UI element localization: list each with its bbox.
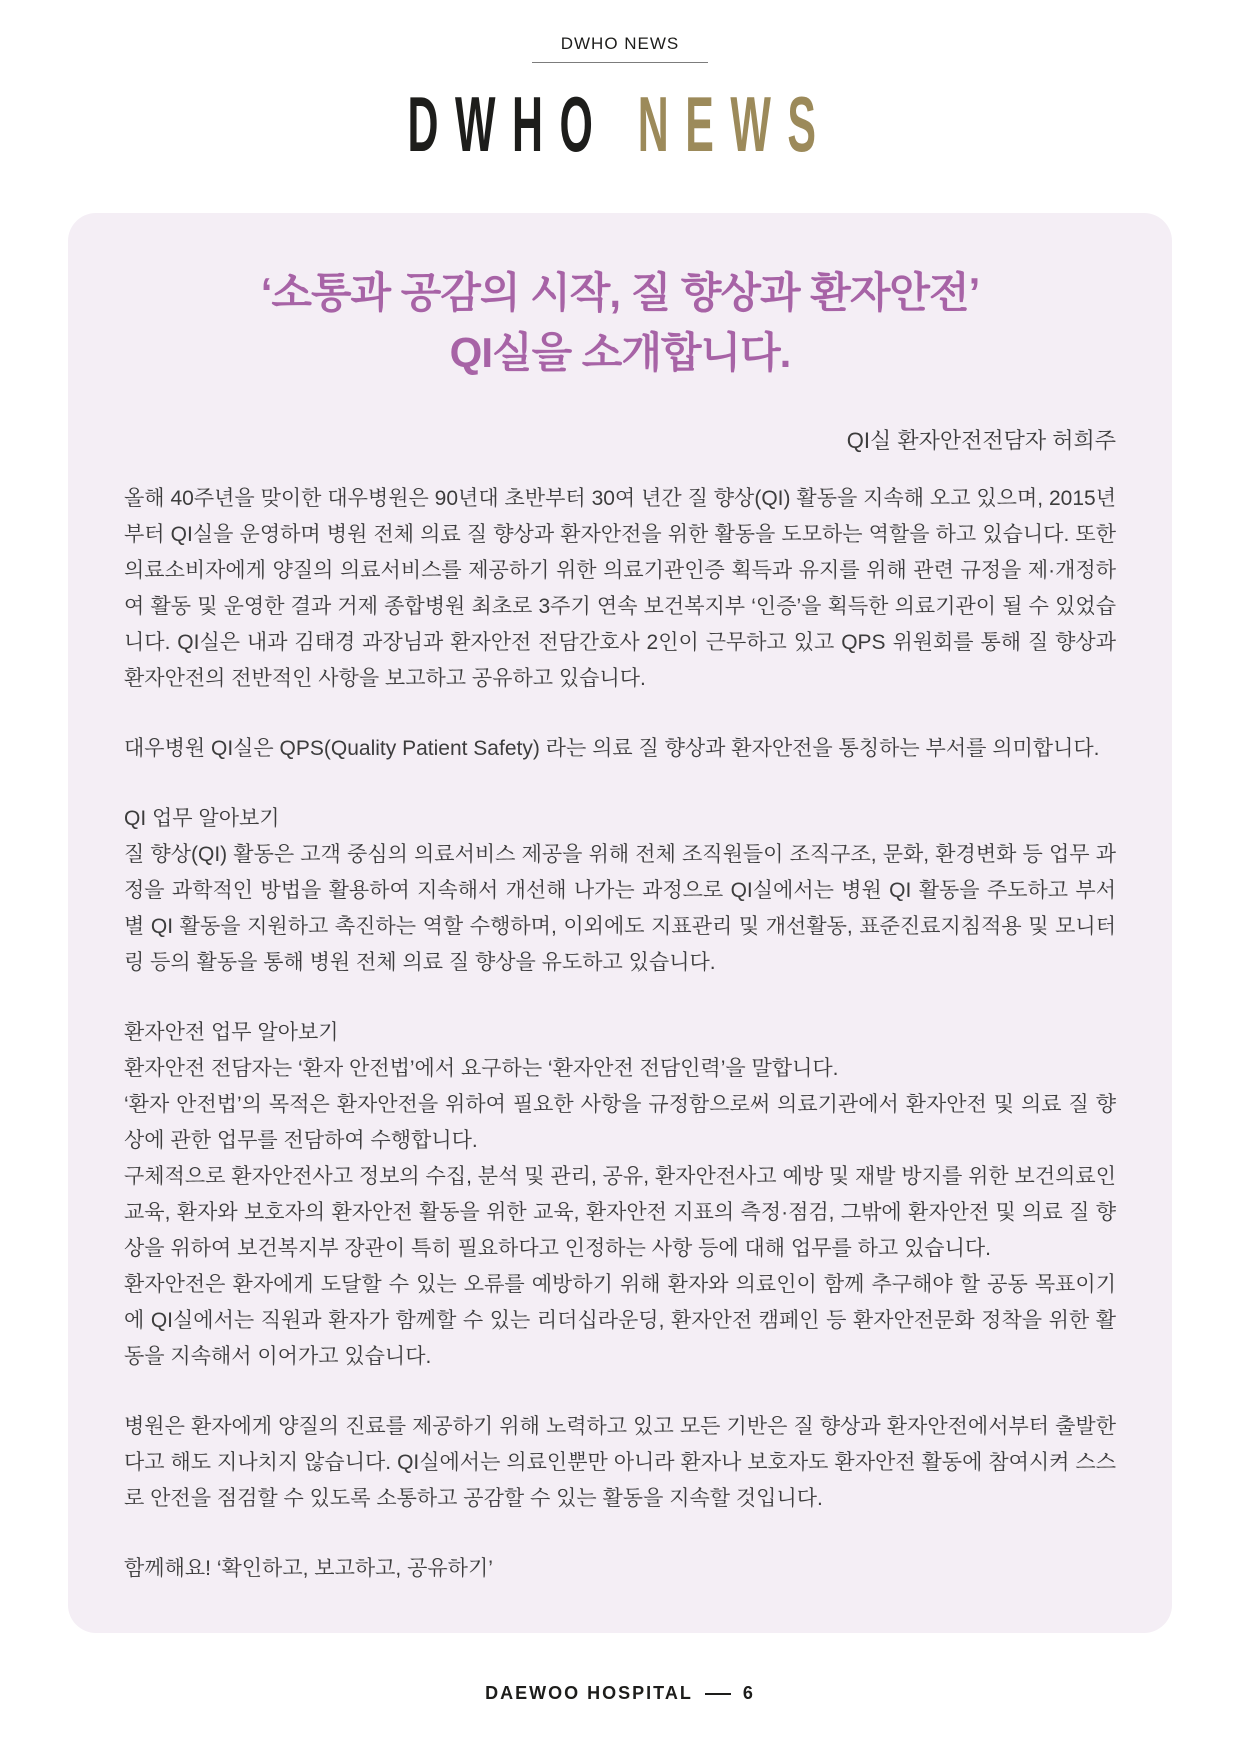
safety-line: 환자안전은 환자에게 도달할 수 있는 오류를 예방하기 위해 환자와 의료인이 함께 추구해야 할 공동 목표이기에 QI실에서는 직원과 환자가 함께할 수 있는 리더십라운딩, 환자안전 캠페인 등 환자안전문화 정착을 위한 활동을 지속해서 이어가고 있습니다.: [124, 1273, 1116, 1369]
safety-line: 환자안전 전담자는 ‘환자 안전법’에서 요구하는 ‘환자안전 전담인력’을 말합니다.: [124, 1057, 839, 1081]
article-title: [124, 263, 1116, 382]
safety-section-heading: 환자안전 업무 알아보기: [124, 1021, 339, 1045]
logo: [279, 80, 961, 168]
article-card: [68, 213, 1172, 1633]
safety-line: 구체적으로 환자안전사고 정보의 수집, 분석 및 관리, 공유, 환자안전사고 예방 및 재발 방지를 위한 보건의료인 교육, 환자와 보호자의 환자안전 활동을 위한 교육, 환자안전 지표의 측정·점검, 그밖에 환자안전 및 의료 질 향상을 위하여 보건복지부 장관이 특히 필요하다고 인정하는 사항 등에 대해 업무를 하고 있습니다.: [124, 1165, 1116, 1261]
article-byline: QI실 환자안전전담자 허희주: [846, 428, 1116, 454]
intro-paragraph: 올해 40주년을 맞이한 대우병원은 90년대 초반부터 30여 년간 질 향상(QI) 활동을 지속해 오고 있으며, 2015년부터 QI실을 운영하며 병원 전체 의료 질 향상과 환자안전을 위한 활동을 도모하는 역할을 하고 있습니다. 또한 의료소비자에게 양질의 의료서비스를 제공하기 위한 의료기관인증 획득과 유지를 위해 관련 규정을 제·개정하여 활동 및 운영한 결과 거제 종합병원 최초로 3주기 연속 보건복지부 ‘인증’을 획득한 의료기관이 될 수 있었습니다. QI실은 내과 김태경 과장님과 환자안전 전담간호사 2인이 근무하고 있고 QPS 위원회를 통해 질 향상과 환자안전의 전반적인 사항을 보고하고 공유하고 있습니다.: [124, 487, 1116, 691]
article-title-line1: ‘소통과 공감의 시작, 질 향상과 환자안전’: [260, 269, 980, 316]
safety-line: ‘환자 안전법’의 목적은 환자안전을 위하여 필요한 사항을 규정함으로써 의료기관에서 환자안전 및 의료 질 향상에 관한 업무를 전담하여 수행합니다.: [124, 1093, 1116, 1153]
slogan-paragraph: 함께해요! ‘확인하고, 보고하고, 공유하기’: [124, 1557, 493, 1581]
qi-section-body: 질 향상(QI) 활동은 고객 중심의 의료서비스 제공을 위해 전체 조직원들이 조직구조, 문화, 환경변화 등 업무 과정을 과학적인 방법을 활용하여 지속해서 개선해 나가는 과정으로 QI실에서는 병원 QI 활동을 주도하고 부서별 QI 활동을 지원하고 촉진하는 역할 수행하며, 이외에도 지표관리 및 개선활동, 표준진료지침적용 및 모니터링 등의 활동을 통해 병원 전체 의료 질 향상을 유도하고 있습니다.: [124, 843, 1116, 975]
closing-paragraph: 병원은 환자에게 양질의 진료를 제공하기 위해 노력하고 있고 모든 기반은 질 향상과 환자안전에서부터 출발한다고 해도 지나치지 않습니다. QI실에서는 의료인뿐만 아니라 환자나 보호자도 환자안전 활동에 참여시켜 스스로 안전을 점검할 수 있도록 소통하고 공감할 수 있는 활동을 지속할 것입니다.: [124, 1415, 1116, 1511]
page-footer: [0, 1683, 1240, 1704]
footer-divider: [705, 1693, 731, 1695]
kicker: DWHO NEWS: [560, 34, 680, 53]
logo-part-news: NEWS: [637, 80, 833, 168]
logo-part-dwho: DWHO: [407, 80, 610, 168]
kicker-divider: [532, 62, 708, 63]
qi-section-heading: QI 업무 알아보기: [124, 807, 280, 831]
article-title-line2: QI실을 소개합니다.: [449, 328, 791, 376]
qps-paragraph: 대우병원 QI실은 QPS(Quality Patient Safety) 라는 의료 질 향상과 환자안전을 통칭하는 부서를 의미합니다.: [124, 737, 1100, 761]
footer-brand: DAEWOO HOSPITAL: [485, 1683, 693, 1704]
footer-page-number: 6: [742, 1683, 755, 1704]
page-header: [0, 0, 1240, 168]
